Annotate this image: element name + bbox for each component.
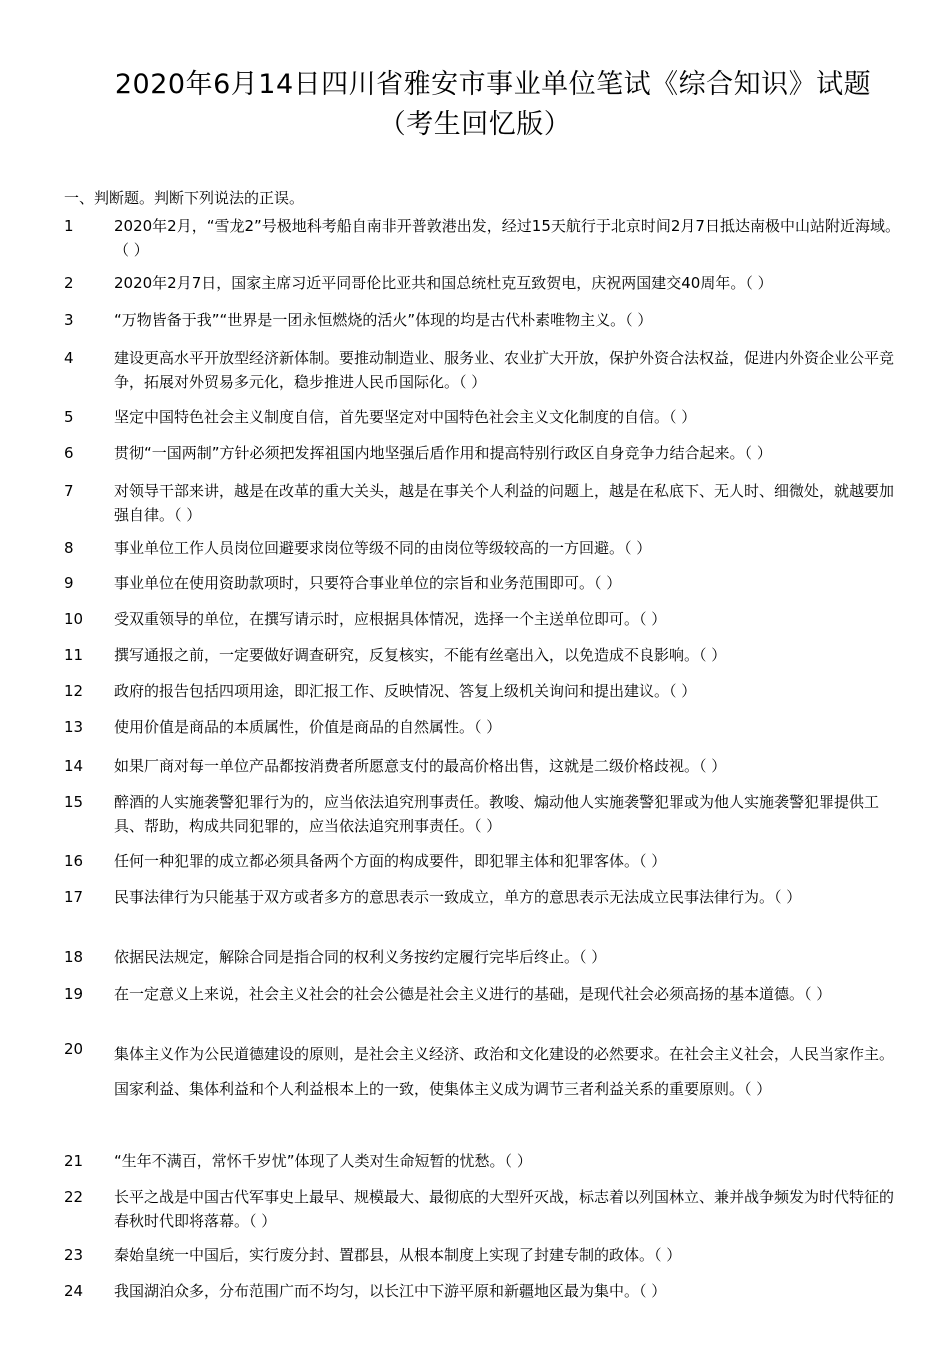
question-item — [64, 1037, 904, 1107]
question-number: 10 — [64, 610, 84, 628]
question-text: 建设更高水平开放型经济新体制。要推动制造业、服务业、农业扩大开放，保护外资合法权益，促进内外资企业公平竞争，拓展对外贸易多元化，稳步推进人民币国际化。（ ） — [114, 349, 895, 391]
question-number: 18 — [64, 948, 84, 966]
question-number: 17 — [64, 888, 84, 906]
question-text: 秦始皇统一中国后，实行废分封、置郡县，从根本制度上实现了封建专制的政体。（ ） — [114, 1246, 682, 1264]
question-text: 在一定意义上来说，社会主义社会的社会公德是社会主义进行的基础，是现代社会必须高扬的基本道德。（ ） — [114, 985, 832, 1003]
question-number: 21 — [64, 1152, 84, 1170]
question-text: 对领导干部来讲，越是在改革的重大关头，越是在事关个人利益的问题上，越是在私底下、无人时、细微处，就越要加强自律。（ ） — [114, 482, 895, 524]
question-item — [64, 885, 904, 909]
question-item — [64, 536, 904, 560]
question-text: 2020年2月，“雪龙2”号极地科考船自南非开普敦港出发，经过15天航行于北京时间2月7日抵达南极中山站附近海域。（ ） — [114, 217, 900, 259]
question-number: 22 — [64, 1188, 84, 1206]
question-text: “万物皆备于我”“世界是一团永恒燃烧的活火”体现的均是古代朴素唯物主义。（ ） — [114, 311, 653, 329]
question-item — [64, 1279, 904, 1303]
question-item — [64, 849, 904, 873]
question-item — [64, 607, 904, 631]
question-text: 坚定中国特色社会主义制度自信，首先要坚定对中国特色社会主义文化制度的自信。（ ） — [114, 408, 697, 426]
question-number: 19 — [64, 985, 84, 1003]
question-number: 14 — [64, 757, 84, 775]
question-item — [64, 441, 904, 465]
question-number: 11 — [64, 646, 84, 664]
question-number: 1 — [64, 217, 74, 235]
question-text: “生年不满百，常怀千岁忧”体现了人类对生命短暂的忧愁。（ ） — [114, 1152, 532, 1170]
question-number: 12 — [64, 682, 84, 700]
question-number: 9 — [64, 574, 74, 592]
question-number: 2 — [64, 274, 74, 292]
question-text: 2020年2月7日，国家主席习近平同哥伦比亚共和国总统杜克互致贺电，庆祝两国建交40周年。（ ） — [114, 274, 773, 292]
question-item — [64, 1149, 904, 1173]
question-item — [64, 945, 904, 969]
question-number: 4 — [64, 349, 74, 367]
question-item — [64, 1243, 904, 1267]
question-item — [64, 790, 904, 838]
question-number: 24 — [64, 1282, 84, 1300]
question-number: 15 — [64, 793, 84, 811]
question-number: 13 — [64, 718, 84, 736]
question-text: 集体主义作为公民道德建设的原则，是社会主义经济、政治和文化建设的必然要求。在社会主义社会，人民当家作主。国家利益、集体利益和个人利益根本上的一致，使集体主义成为调节三者利益关系的重要原则。（ ） — [114, 1045, 895, 1098]
question-number: 7 — [64, 482, 74, 500]
question-text: 受双重领导的单位，在撰写请示时，应根据具体情况，选择一个主送单位即可。（ ） — [114, 610, 667, 628]
question-text: 长平之战是中国古代军事史上最早、规模最大、最彻底的大型歼灭战，标志着以列国林立、兼并战争频发为时代特征的春秋时代即将落幕。（ ） — [114, 1188, 895, 1230]
question-number: 20 — [64, 1040, 84, 1058]
question-text: 任何一种犯罪的成立都必须具备两个方面的构成要件，即犯罪主体和犯罪客体。（ ） — [114, 852, 667, 870]
question-item — [64, 571, 904, 595]
question-text: 事业单位工作人员岗位回避要求岗位等级不同的由岗位等级较高的一方回避。（ ） — [114, 539, 652, 557]
question-item — [64, 271, 904, 295]
question-number: 3 — [64, 311, 74, 329]
question-item — [64, 982, 904, 1006]
question-text: 如果厂商对每一单位产品都按消费者所愿意支付的最高价格出售，这就是二级价格歧视。（ ） — [114, 757, 727, 775]
question-number: 6 — [64, 444, 74, 462]
question-number: 5 — [64, 408, 74, 426]
question-item — [64, 715, 904, 739]
question-text: 醉酒的人实施袭警犯罪行为的，应当依法追究刑事责任。教唆、煽动他人实施袭警犯罪或为他人实施袭警犯罪提供工具、帮助，构成共同犯罪的，应当依法追究刑事责任。（ ） — [114, 793, 880, 835]
question-item — [64, 479, 904, 527]
question-item — [64, 346, 904, 394]
question-item — [64, 308, 904, 332]
section-heading: 一、判断题。判断下列说法的正误。 — [64, 189, 305, 207]
question-text: 我国湖泊众多，分布范围广而不均匀，以长江中下游平原和新疆地区最为集中。（ ） — [114, 1282, 667, 1300]
question-text: 贯彻“一国两制”方针必须把发挥祖国内地坚强后盾作用和提高特别行政区自身竞争力结合起来。（ ） — [114, 444, 772, 462]
question-item — [64, 754, 904, 778]
question-item — [64, 1185, 904, 1233]
question-text: 事业单位在使用资助款项时，只要符合事业单位的宗旨和业务范围即可。（ ） — [114, 574, 622, 592]
question-text: 使用价值是商品的本质属性，价值是商品的自然属性。（ ） — [114, 718, 502, 736]
question-item — [64, 405, 904, 429]
question-text: 依据民法规定，解除合同是指合同的权利义务按约定履行完毕后终止。（ ） — [114, 948, 607, 966]
question-item — [64, 643, 904, 667]
question-text: 民事法律行为只能基于双方或者多方的意思表示一致成立，单方的意思表示无法成立民事法律行为。（ ） — [114, 888, 802, 906]
document-subtitle: （考生回忆版） — [378, 109, 572, 140]
question-text: 政府的报告包括四项用途，即汇报工作、反映情况、答复上级机关询问和提出建议。（ ） — [114, 682, 697, 700]
question-item — [64, 679, 904, 703]
question-item — [64, 214, 904, 262]
question-number: 8 — [64, 539, 74, 557]
question-number: 16 — [64, 852, 84, 870]
document-title: 2020年6月14日四川省雅安市事业单位笔试《综合知识》试题 — [114, 69, 872, 100]
question-text: 撰写通报之前，一定要做好调查研究，反复核实，不能有丝毫出入，以免造成不良影响。（ ） — [114, 646, 727, 664]
question-number: 23 — [64, 1246, 84, 1264]
